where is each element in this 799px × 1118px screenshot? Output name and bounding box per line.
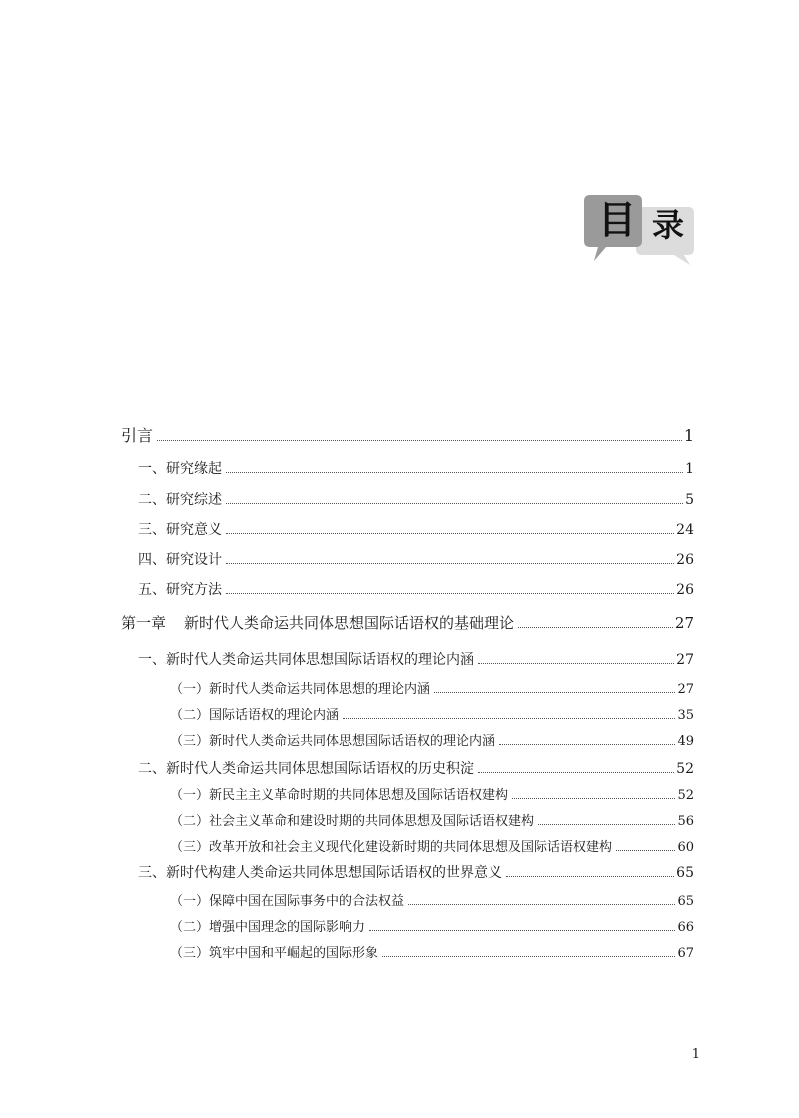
toc-entry-label: （二）社会主义革命和建设时期的共同体思想及国际话语权建构 <box>170 814 535 829</box>
toc-entry-page: 26 <box>676 582 694 598</box>
toc-entry-label: （三）改革开放和社会主义现代化建设新时期的共同体思想及国际话语权建构 <box>170 840 613 855</box>
toc-entry-subsection[interactable] <box>170 916 694 935</box>
chapter-title: 新时代人类命运共同体思想国际话语权的基础理论 <box>184 614 515 632</box>
toc-title-char-1: 目 <box>598 198 637 242</box>
toc-entry-page: 1 <box>685 461 694 477</box>
toc-entry-page: 65 <box>677 894 694 909</box>
toc-entry-page: 52 <box>676 761 694 777</box>
toc-entry-label: （一）新民主主义革命时期的共同体思想及国际话语权建构 <box>170 788 509 803</box>
toc-entry-label: 一、新时代人类命运共同体思想国际话语权的理论内涵 <box>138 652 474 668</box>
toc-entry-section[interactable] <box>138 862 694 882</box>
dot-leader <box>408 904 675 905</box>
toc-entry-page: 27 <box>677 682 694 697</box>
toc-entry-label: （三）筑牢中国和平崛起的国际形象 <box>170 946 379 961</box>
toc-entry-page: 27 <box>676 652 694 668</box>
dot-leader <box>499 744 675 745</box>
toc-entry-section[interactable] <box>138 649 694 669</box>
toc-entry-label: 引言 <box>121 426 154 445</box>
toc-entry-page: 35 <box>677 708 694 723</box>
toc-entry-section[interactable] <box>138 758 694 778</box>
toc-entry-label: （二）国际话语权的理论内涵 <box>170 708 340 723</box>
dot-leader <box>512 798 675 799</box>
toc-entry-label: 二、新时代人类命运共同体思想国际话语权的历史积淀 <box>138 761 474 777</box>
toc-entry-label: 一、研究缘起 <box>138 461 222 477</box>
toc-entry-section[interactable] <box>138 458 694 478</box>
toc-entry-page: 24 <box>676 522 694 538</box>
toc-entry-subsection[interactable] <box>170 730 694 749</box>
toc-entry-page: 1 <box>683 426 694 445</box>
toc-entry-page: 60 <box>677 840 694 855</box>
toc-entry-page: 56 <box>677 814 694 829</box>
toc-entry-label: （三）新时代人类命运共同体思想国际话语权的理论内涵 <box>170 734 496 749</box>
page-number: 1 <box>691 1047 700 1062</box>
dot-leader <box>506 876 674 877</box>
dot-leader <box>478 772 674 773</box>
toc-entry-chapter-1[interactable] <box>121 612 694 633</box>
chapter-number: 第一章 <box>121 614 167 632</box>
dot-leader <box>369 930 675 931</box>
dot-leader <box>382 956 675 957</box>
toc-entry-page: 65 <box>676 865 694 881</box>
toc-chapter-label <box>121 612 514 633</box>
dot-leader <box>518 627 673 628</box>
toc-entry-section[interactable] <box>138 519 694 539</box>
toc-entry-section[interactable] <box>138 579 694 599</box>
toc-entry-intro[interactable] <box>121 423 694 446</box>
toc-entry-label: 二、研究综述 <box>138 492 222 508</box>
toc-entry-label: 三、研究意义 <box>138 522 222 538</box>
toc-entry-label: 三、新时代构建人类命运共同体思想国际话语权的世界意义 <box>138 865 502 881</box>
dot-leader <box>226 472 683 473</box>
toc-entry-subsection[interactable] <box>170 890 694 909</box>
toc-entry-subsection[interactable] <box>170 704 694 723</box>
toc-entry-label: （一）新时代人类命运共同体思想的理论内涵 <box>170 682 431 697</box>
toc-entry-subsection[interactable] <box>170 784 694 803</box>
toc-entry-subsection[interactable] <box>170 678 694 697</box>
dot-leader <box>478 663 674 664</box>
toc-entry-subsection[interactable] <box>170 836 694 855</box>
toc-title-graphic <box>584 193 698 267</box>
toc-entry-page: 52 <box>677 788 694 803</box>
toc-entry-page: 27 <box>674 614 694 632</box>
toc-entry-label: 五、研究方法 <box>138 582 222 598</box>
toc-entry-label: 四、研究设计 <box>138 552 222 568</box>
toc-entry-label: （一）保障中国在国际事务中的合法权益 <box>170 894 405 909</box>
dot-leader <box>538 824 675 825</box>
dot-leader <box>226 563 674 564</box>
toc-entry-page: 66 <box>677 920 694 935</box>
toc-entry-page: 26 <box>676 552 694 568</box>
toc-entry-section[interactable] <box>138 549 694 569</box>
dot-leader <box>226 593 674 594</box>
dot-leader <box>434 692 675 693</box>
dot-leader <box>226 503 683 504</box>
dot-leader <box>343 718 675 719</box>
toc-entry-page: 49 <box>677 734 694 749</box>
toc-entry-subsection[interactable] <box>170 942 694 961</box>
toc-title-char-2: 录 <box>652 206 685 244</box>
toc-entry-page: 5 <box>685 492 694 508</box>
toc-entry-section[interactable] <box>138 489 694 509</box>
dot-leader <box>226 533 674 534</box>
dot-leader <box>157 440 682 441</box>
toc-entry-subsection[interactable] <box>170 810 694 829</box>
dot-leader <box>616 850 675 851</box>
toc-entry-page: 67 <box>677 946 694 961</box>
toc-entry-label: （二）增强中国理念的国际影响力 <box>170 920 366 935</box>
